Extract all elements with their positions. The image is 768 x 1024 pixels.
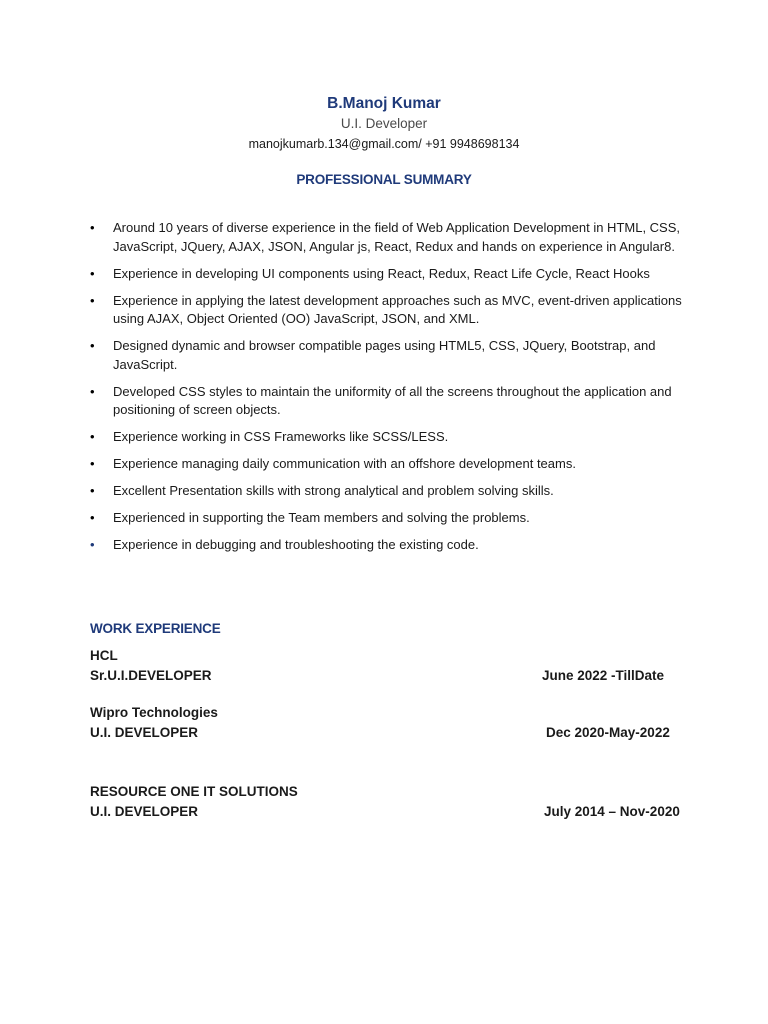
bullet-icon: • (90, 383, 95, 399)
summary-item (90, 292, 690, 329)
job-row (90, 723, 690, 743)
company-name: HCL (90, 648, 118, 663)
summary-item (90, 536, 690, 555)
job-dates: Dec 2020-May-2022 (546, 725, 670, 740)
bullet-icon: • (90, 510, 95, 525)
job-entry (90, 782, 690, 822)
candidate-role: U.I. Developer (340, 116, 428, 131)
company-name: Wipro Technologies (90, 705, 218, 720)
candidate-name: B.Manoj Kumar (327, 95, 441, 112)
summary-item (90, 219, 690, 256)
summary-item (90, 265, 690, 284)
summary-item-text: Around 10 years of diverse experience in the field of Web Application Development in HTML, CSS, JavaScript, JQuery, AJAX, JSON, Angular js, React, Redux and hands on experience in Angular8. (113, 220, 681, 254)
work-experience-heading: WORK EXPERIENCE (90, 621, 221, 636)
summary-heading: PROFESSIONAL SUMMARY (296, 172, 472, 187)
job-entry (90, 646, 690, 686)
job-title: Sr.U.I.DEVELOPER (90, 668, 212, 683)
bullet-icon: • (90, 537, 95, 552)
job-entry (90, 703, 690, 743)
summary-item (90, 482, 690, 501)
resume-header (0, 94, 768, 154)
bullet-icon: • (90, 429, 95, 444)
job-title: U.I. DEVELOPER (90, 725, 199, 740)
summary-item-text: Excellent Presentation skills with strong analytical and problem solving skills. (113, 483, 554, 498)
company-name: RESOURCE ONE IT SOLUTIONS (90, 784, 298, 799)
summary-item-text: Experience in debugging and troubleshooting the existing code. (113, 537, 479, 552)
summary-list (90, 219, 690, 563)
summary-item (90, 337, 690, 374)
job-title: U.I. DEVELOPER (90, 804, 199, 819)
job-dates: July 2014 – Nov-2020 (544, 804, 680, 819)
job-dates: June 2022 -TillDate (542, 668, 665, 683)
bullet-icon: • (90, 483, 95, 498)
contact-info: manojkumarb.134@gmail.com/ +91 9948698134 (248, 137, 520, 151)
summary-item-text: Developed CSS styles to maintain the uniformity of all the screens throughout the application and positioning of screen objects. (113, 383, 672, 417)
bullet-icon: • (90, 265, 95, 281)
summary-item (90, 455, 690, 474)
job-row (90, 666, 690, 686)
summary-item (90, 428, 690, 447)
summary-item-text: Experience managing daily communication with an offshore development teams. (113, 456, 576, 471)
summary-item (90, 509, 690, 528)
summary-item-text: Experienced in supporting the Team members and solving the problems. (113, 510, 530, 525)
bullet-icon: • (90, 220, 95, 235)
summary-item-text: Experience working in CSS Frameworks like SCSS/LESS. (113, 429, 449, 444)
job-row (90, 802, 690, 822)
bullet-icon: • (90, 456, 95, 471)
bullet-icon: • (90, 292, 95, 308)
summary-item-text: Experience in developing UI components using React, Redux, React Life Cycle, React Hooks (113, 265, 650, 281)
summary-item-text: Designed dynamic and browser compatible pages using HTML5, CSS, JQuery, Bootstrap, and JavaScript. (113, 338, 656, 372)
bullet-icon: • (90, 338, 95, 353)
summary-item-text: Experience in applying the latest development approaches such as MVC, event-driven applications using AJAX, Object Oriented (OO) JavaScript, JSON, and XML. (113, 292, 682, 326)
summary-item (90, 383, 690, 420)
